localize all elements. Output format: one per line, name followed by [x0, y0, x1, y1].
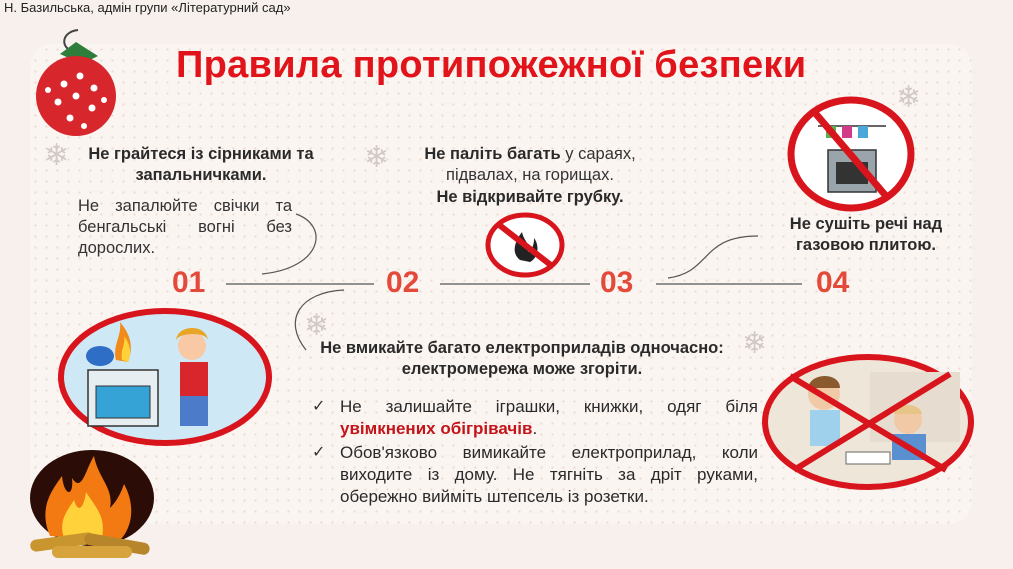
step-04-heading: Не сушіть речі над газовою плитою.: [789, 215, 943, 254]
no-fire-sign-icon: [484, 212, 566, 278]
list-item-text: Обов'язково вимикайте електроприлад, коли виходите із дому. Не тягніть за дріт руками, обережно вийміть штепсель із розетки.: [340, 443, 758, 506]
step-number-02: 02: [386, 266, 420, 299]
snowflake-icon: ❄: [364, 141, 390, 174]
checkmark-icon: ✓: [312, 444, 326, 461]
list-item: [312, 396, 758, 440]
list-item: [312, 442, 758, 508]
snowflake-icon: ❄: [304, 309, 330, 342]
step-01-heading: Не грайтеся із сірниками та запальничками.: [88, 145, 314, 184]
list-item-text: Не залишайте іграшки, книжки, одяг біля увімкнених обігрівачів.: [340, 397, 758, 438]
step-02-heading-bold: Не паліть багать: [424, 145, 561, 163]
safety-tips-list: [312, 396, 758, 510]
checkmark-icon: ✓: [312, 398, 326, 415]
kitchen-fire-illustration: [56, 306, 274, 448]
snowflake-icon: ❄: [742, 327, 768, 360]
children-sockets-illustration: [760, 352, 976, 492]
author-credit: Н. Базильська, адмін групи «Літературний сад»: [4, 0, 291, 15]
campfire-icon: [22, 448, 162, 562]
step-02-heading-rest: у сараях, підвалах, на горищах.: [446, 145, 636, 184]
no-drying-over-stove-icon: [786, 96, 916, 212]
step-02-heading-2: Не відкривайте грубку.: [436, 188, 624, 206]
electrical-warning-heading: Не вмикайте багато електроприладів одночасно: електромережа може згоріти.: [320, 339, 724, 378]
step-number-04: 04: [816, 266, 850, 299]
page-title: Правила протипожежної безпеки: [176, 44, 807, 86]
step-number-03: 03: [600, 266, 634, 299]
step-number-01: 01: [172, 266, 206, 299]
snowflake-icon: ❄: [44, 139, 70, 172]
snowflake-icon: ❄: [896, 81, 922, 114]
step-01-body: Не запалюйте свічки та бенгальські вогні без дорослих.: [78, 197, 292, 257]
